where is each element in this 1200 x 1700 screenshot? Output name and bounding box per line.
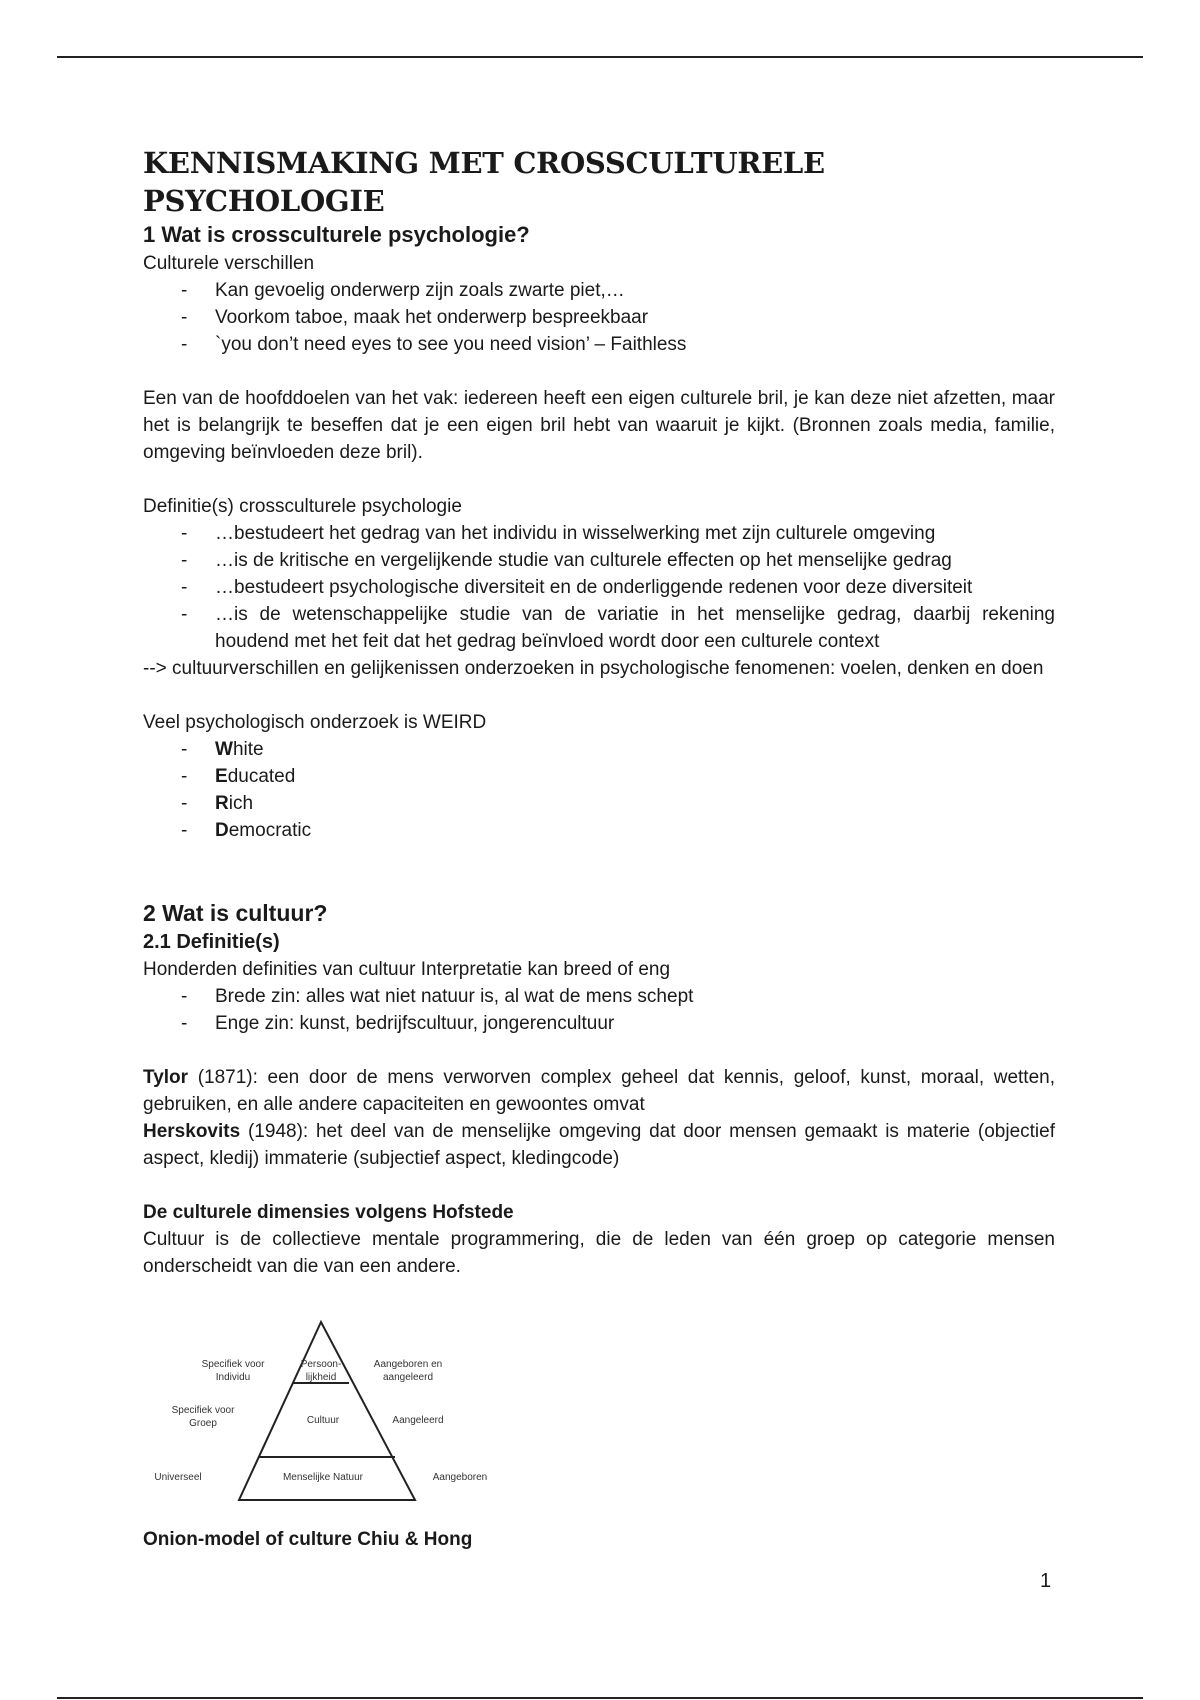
- culture-bullet-list: [143, 983, 1055, 1037]
- list-item: - Brede zin: alles wat niet natuur is, al wat de mens schept: [143, 983, 1055, 1010]
- weird-initial: E: [215, 766, 228, 787]
- pyramid-right-top-label: Aangeboren en aangeleerd: [373, 1359, 443, 1383]
- page-number: 1: [1040, 1570, 1052, 1592]
- pyramid-bottom-label: Menselijke Natuur: [282, 1472, 364, 1483]
- weird-rest: emocratic: [228, 820, 312, 841]
- weird-rest: ducated: [227, 766, 296, 787]
- pyramid-top-label: Persoon-lijkheid: [300, 1359, 342, 1383]
- definitions-label: Definitie(s) crossculturele psychologie: [143, 496, 462, 517]
- pyramid-left-top-label: Specifiek voor Individu: [201, 1359, 265, 1383]
- section-1-heading: 1 Wat is crossculturele psychologie?: [143, 222, 530, 247]
- list-item: [143, 817, 1055, 844]
- hofstede-heading: De culturele dimensies volgens Hofstede: [143, 1202, 514, 1223]
- document-body: [143, 144, 1055, 1553]
- weird-list: [143, 736, 1055, 844]
- weird-label: Veel psychologisch onderzoek is WEIRD: [143, 712, 487, 733]
- section-2-1-heading: 2.1 Definitie(s): [143, 931, 280, 953]
- section-2-heading: 2 Wat is cultuur?: [143, 900, 328, 926]
- intro-bullet-list: [143, 277, 1055, 358]
- footer-rule: [57, 1697, 1143, 1699]
- list-item: [143, 763, 1055, 790]
- header-rule: [57, 56, 1143, 58]
- definitions-list: [143, 520, 1055, 655]
- weird-initial: W: [215, 739, 233, 760]
- herskovits-text: (1948): het deel van de menselijke omgeving dat door mensen gemaakt is materie (objectief aspect, kledij) immaterie (subjectief aspect, kledingcode): [143, 1121, 1055, 1169]
- pyramid-right-bottom-label: Aangeboren: [432, 1472, 488, 1483]
- list-item: - …is de kritische en vergelijkende studie van culturele effecten op het menselijke gedrag: [143, 547, 1055, 574]
- list-item: - Voorkom taboe, maak het onderwerp bespreekbaar: [143, 304, 1055, 331]
- list-item: [143, 736, 1055, 763]
- hofstede-pyramid-diagram: [143, 1304, 503, 1514]
- herskovits-name: Herskovits: [143, 1121, 241, 1142]
- pyramid-left-bottom-label: Universeel: [154, 1472, 202, 1483]
- tylor-definition: [143, 1064, 1055, 1118]
- weird-rest: ich: [228, 793, 254, 814]
- weird-initial: R: [215, 793, 229, 814]
- pyramid-left-middle-label: Specifiek voor Groep: [171, 1405, 235, 1429]
- goal-paragraph: Een van de hoofddoelen van het vak: iedereen heeft een eigen culturele bril, je kan deze niet afzetten, maar het is belangrijk te beseffen dat je een eigen bril hebt van waaruit je kijkt. (Bronnen zoals media, familie, omgeving beïnvloeden deze bril).: [143, 388, 1055, 463]
- herskovits-definition: [143, 1118, 1055, 1172]
- pyramid-right-middle-label: Aangeleerd: [392, 1415, 444, 1426]
- list-item: - …bestudeert psychologische diversiteit en de onderliggende redenen voor deze diversiteit: [143, 574, 1055, 601]
- list-item: - …is de wetenschappelijke studie van de variatie in het menselijke gedrag, daarbij rekening houdend met het feit dat het gedrag beïnvloed wordt door een culturele context: [143, 601, 1055, 655]
- list-item: [143, 790, 1055, 817]
- list-item: - Kan gevoelig onderwerp zijn zoals zwarte piet,…: [143, 277, 1055, 304]
- document-title: KENNISMAKING MET CROSSCULTURELE PSYCHOLOGIE: [143, 146, 825, 218]
- culture-intro: Honderden definities van cultuur Interpretatie kan breed of eng: [143, 959, 671, 980]
- pyramid-middle-label: Cultuur: [306, 1415, 340, 1426]
- tylor-name: Tylor: [143, 1067, 189, 1088]
- weird-rest: hite: [232, 739, 264, 760]
- definitions-conclusion: --> cultuurverschillen en gelijkenissen onderzoeken in psychologische fenomenen: voelen, denken en doen: [143, 658, 1044, 679]
- list-item: - `you don’t need eyes to see you need vision’ – Faithless: [143, 331, 1055, 358]
- intro-label: Culturele verschillen: [143, 253, 315, 274]
- onion-model-heading: Onion-model of culture Chiu & Hong: [143, 1529, 473, 1550]
- weird-initial: D: [215, 820, 229, 841]
- tylor-text: (1871): een door de mens verworven complex geheel dat kennis, geloof, kunst, moraal, wetten, gebruiken, en alle andere capaciteiten en gewoontes omvat: [143, 1067, 1055, 1115]
- hofstede-text: Cultuur is de collectieve mentale programmering, die de leden van één groep op categorie mensen onderscheidt van die van een andere.: [143, 1229, 1055, 1277]
- list-item: - …bestudeert het gedrag van het individu in wisselwerking met zijn culturele omgeving: [143, 520, 1055, 547]
- list-item: - Enge zin: kunst, bedrijfscultuur, jongerencultuur: [143, 1010, 1055, 1037]
